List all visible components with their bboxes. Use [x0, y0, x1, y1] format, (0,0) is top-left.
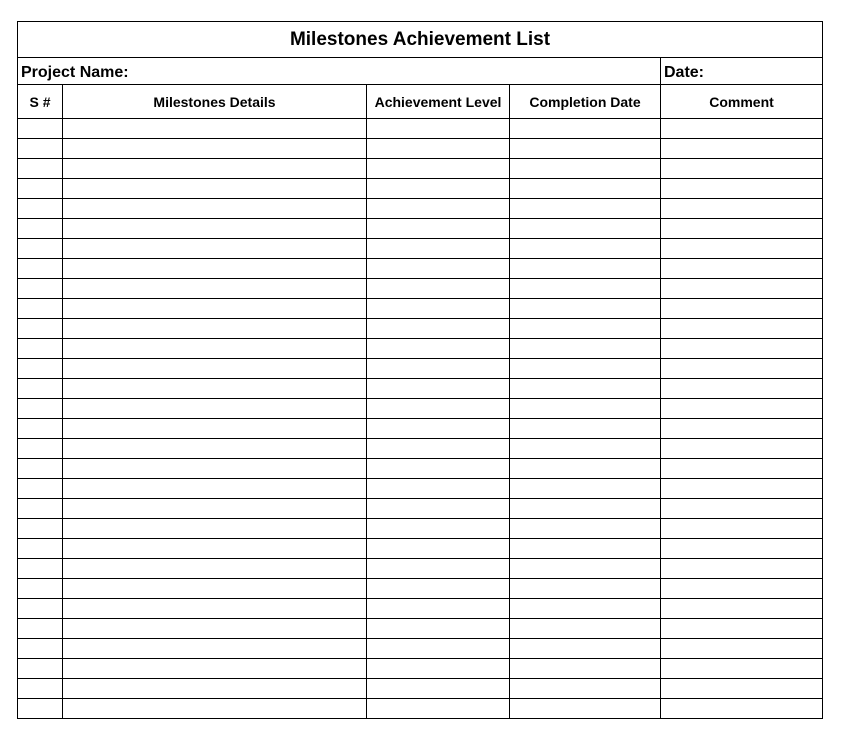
cell-completion[interactable] — [510, 539, 661, 559]
cell-completion[interactable] — [510, 119, 661, 139]
cell-details[interactable] — [63, 239, 367, 259]
column-header-completion-date: Completion Date — [510, 85, 661, 119]
cell-sno[interactable] — [18, 659, 63, 679]
cell-sno[interactable] — [18, 379, 63, 399]
cell-completion[interactable] — [510, 419, 661, 439]
cell-level[interactable] — [367, 619, 510, 639]
cell-comment[interactable] — [661, 459, 823, 479]
cell-details[interactable] — [63, 639, 367, 659]
cell-level[interactable] — [367, 119, 510, 139]
cell-details[interactable] — [63, 499, 367, 519]
cell-sno[interactable] — [18, 439, 63, 459]
table-row — [18, 119, 823, 139]
cell-comment[interactable] — [661, 139, 823, 159]
cell-comment[interactable] — [661, 319, 823, 339]
cell-comment[interactable] — [661, 279, 823, 299]
table-row — [18, 539, 823, 559]
cell-comment[interactable] — [661, 479, 823, 499]
table-row — [18, 479, 823, 499]
cell-level[interactable] — [367, 679, 510, 699]
cell-completion[interactable] — [510, 599, 661, 619]
cell-level[interactable] — [367, 339, 510, 359]
cell-level[interactable] — [367, 639, 510, 659]
table-row — [18, 199, 823, 219]
cell-details[interactable] — [63, 179, 367, 199]
cell-sno[interactable] — [18, 179, 63, 199]
cell-comment[interactable] — [661, 159, 823, 179]
cell-level[interactable] — [367, 519, 510, 539]
cell-completion[interactable] — [510, 259, 661, 279]
cell-level[interactable] — [367, 239, 510, 259]
table-row — [18, 399, 823, 419]
cell-completion[interactable] — [510, 239, 661, 259]
cell-level[interactable] — [367, 539, 510, 559]
cell-level[interactable] — [367, 699, 510, 719]
cell-details[interactable] — [63, 219, 367, 239]
cell-sno[interactable] — [18, 299, 63, 319]
column-header-comment: Comment — [661, 85, 823, 119]
cell-comment[interactable] — [661, 659, 823, 679]
cell-level[interactable] — [367, 379, 510, 399]
table-row — [18, 359, 823, 379]
table-row — [18, 279, 823, 299]
cell-completion[interactable] — [510, 139, 661, 159]
project-name-label: Project Name: — [21, 64, 129, 81]
cell-level[interactable] — [367, 359, 510, 379]
table-row — [18, 179, 823, 199]
table-row — [18, 319, 823, 339]
milestones-sheet — [17, 21, 823, 719]
cell-details[interactable] — [63, 159, 367, 179]
cell-comment[interactable] — [661, 219, 823, 239]
table-row — [18, 519, 823, 539]
cell-sno[interactable] — [18, 499, 63, 519]
cell-comment[interactable] — [661, 699, 823, 719]
cell-sno[interactable] — [18, 479, 63, 499]
cell-level[interactable] — [367, 219, 510, 239]
table-row — [18, 679, 823, 699]
cell-level[interactable] — [367, 459, 510, 479]
cell-comment[interactable] — [661, 119, 823, 139]
cell-completion[interactable] — [510, 699, 661, 719]
table-row — [18, 699, 823, 719]
cell-completion[interactable] — [510, 379, 661, 399]
cell-details[interactable] — [63, 479, 367, 499]
table-row — [18, 619, 823, 639]
cell-completion[interactable] — [510, 279, 661, 299]
cell-details[interactable] — [63, 259, 367, 279]
cell-sno[interactable] — [18, 619, 63, 639]
cell-details[interactable] — [63, 539, 367, 559]
cell-comment[interactable] — [661, 679, 823, 699]
cell-level[interactable] — [367, 279, 510, 299]
cell-details[interactable] — [63, 379, 367, 399]
cell-details[interactable] — [63, 619, 367, 639]
cell-details[interactable] — [63, 599, 367, 619]
cell-comment[interactable] — [661, 199, 823, 219]
cell-sno[interactable] — [18, 399, 63, 419]
cell-comment[interactable] — [661, 619, 823, 639]
table-row — [18, 419, 823, 439]
cell-sno[interactable] — [18, 339, 63, 359]
cell-comment[interactable] — [661, 339, 823, 359]
table-row — [18, 139, 823, 159]
cell-details[interactable] — [63, 459, 367, 479]
cell-completion[interactable] — [510, 559, 661, 579]
cell-comment[interactable] — [661, 179, 823, 199]
cell-level[interactable] — [367, 479, 510, 499]
cell-completion[interactable] — [510, 339, 661, 359]
table-row — [18, 299, 823, 319]
cell-details[interactable] — [63, 139, 367, 159]
cell-completion[interactable] — [510, 399, 661, 419]
cell-details[interactable] — [63, 359, 367, 379]
cell-completion[interactable] — [510, 359, 661, 379]
cell-completion[interactable] — [510, 659, 661, 679]
cell-sno[interactable] — [18, 359, 63, 379]
cell-comment[interactable] — [661, 579, 823, 599]
cell-completion[interactable] — [510, 479, 661, 499]
cell-level[interactable] — [367, 319, 510, 339]
cell-details[interactable] — [63, 579, 367, 599]
cell-sno[interactable] — [18, 579, 63, 599]
table-row — [18, 439, 823, 459]
table-row — [18, 219, 823, 239]
table-row — [18, 239, 823, 259]
cell-comment[interactable] — [661, 379, 823, 399]
cell-sno[interactable] — [18, 239, 63, 259]
table-row — [18, 159, 823, 179]
table-row — [18, 259, 823, 279]
cell-details[interactable] — [63, 279, 367, 299]
column-header-row — [18, 85, 823, 119]
table-row — [18, 639, 823, 659]
cell-level[interactable] — [367, 259, 510, 279]
cell-comment[interactable] — [661, 639, 823, 659]
cell-completion[interactable] — [510, 459, 661, 479]
cell-sno[interactable] — [18, 259, 63, 279]
cell-completion[interactable] — [510, 439, 661, 459]
cell-completion[interactable] — [510, 499, 661, 519]
cell-completion[interactable] — [510, 299, 661, 319]
cell-sno[interactable] — [18, 699, 63, 719]
cell-sno[interactable] — [18, 599, 63, 619]
cell-level[interactable] — [367, 199, 510, 219]
table-row — [18, 579, 823, 599]
cell-details[interactable] — [63, 339, 367, 359]
cell-sno[interactable] — [18, 419, 63, 439]
cell-comment[interactable] — [661, 259, 823, 279]
table-row — [18, 599, 823, 619]
cell-level[interactable] — [367, 299, 510, 319]
cell-sno[interactable] — [18, 119, 63, 139]
cell-details[interactable] — [63, 439, 367, 459]
cell-comment[interactable] — [661, 399, 823, 419]
table-row — [18, 339, 823, 359]
cell-details[interactable] — [63, 679, 367, 699]
cell-completion[interactable] — [510, 159, 661, 179]
cell-comment[interactable] — [661, 519, 823, 539]
cell-completion[interactable] — [510, 179, 661, 199]
cell-level[interactable] — [367, 179, 510, 199]
cell-details[interactable] — [63, 319, 367, 339]
cell-comment[interactable] — [661, 599, 823, 619]
cell-level[interactable] — [367, 159, 510, 179]
cell-level[interactable] — [367, 659, 510, 679]
cell-sno[interactable] — [18, 199, 63, 219]
cell-level[interactable] — [367, 399, 510, 419]
cell-details[interactable] — [63, 299, 367, 319]
table-row — [18, 459, 823, 479]
cell-completion[interactable] — [510, 199, 661, 219]
cell-level[interactable] — [367, 139, 510, 159]
table-row — [18, 559, 823, 579]
cell-details[interactable] — [63, 399, 367, 419]
cell-details[interactable] — [63, 659, 367, 679]
cell-comment[interactable] — [661, 419, 823, 439]
project-name-field[interactable] — [18, 58, 661, 85]
cell-sno[interactable] — [18, 459, 63, 479]
cell-comment[interactable] — [661, 439, 823, 459]
cell-comment[interactable] — [661, 299, 823, 319]
column-header-milestones-details: Milestones Details — [63, 85, 367, 119]
cell-completion[interactable] — [510, 519, 661, 539]
cell-sno[interactable] — [18, 539, 63, 559]
table-row — [18, 499, 823, 519]
cell-comment[interactable] — [661, 239, 823, 259]
cell-comment[interactable] — [661, 359, 823, 379]
cell-level[interactable] — [367, 599, 510, 619]
cell-completion[interactable] — [510, 219, 661, 239]
cell-sno[interactable] — [18, 279, 63, 299]
cell-sno[interactable] — [18, 139, 63, 159]
cell-sno[interactable] — [18, 559, 63, 579]
cell-level[interactable] — [367, 419, 510, 439]
cell-level[interactable] — [367, 559, 510, 579]
cell-sno[interactable] — [18, 519, 63, 539]
table-row — [18, 659, 823, 679]
cell-sno[interactable] — [18, 679, 63, 699]
cell-completion[interactable] — [510, 619, 661, 639]
cell-comment[interactable] — [661, 559, 823, 579]
cell-details[interactable] — [63, 519, 367, 539]
cell-details[interactable] — [63, 699, 367, 719]
column-header-sno: S # — [18, 85, 63, 119]
cell-sno[interactable] — [18, 159, 63, 179]
cell-comment[interactable] — [661, 539, 823, 559]
cell-details[interactable] — [63, 199, 367, 219]
cell-level[interactable] — [367, 499, 510, 519]
cell-details[interactable] — [63, 119, 367, 139]
cell-completion[interactable] — [510, 639, 661, 659]
cell-sno[interactable] — [18, 219, 63, 239]
cell-completion[interactable] — [510, 679, 661, 699]
cell-comment[interactable] — [661, 499, 823, 519]
date-field[interactable] — [661, 58, 823, 85]
cell-sno[interactable] — [18, 639, 63, 659]
cell-completion[interactable] — [510, 319, 661, 339]
table-row — [18, 379, 823, 399]
cell-sno[interactable] — [18, 319, 63, 339]
date-label: Date: — [664, 64, 705, 81]
cell-details[interactable] — [63, 419, 367, 439]
table-body — [18, 119, 823, 719]
cell-level[interactable] — [367, 439, 510, 459]
cell-completion[interactable] — [510, 579, 661, 599]
sheet-title: Milestones Achievement List — [18, 22, 823, 58]
column-header-achievement-level: Achievement Level — [367, 85, 510, 119]
cell-level[interactable] — [367, 579, 510, 599]
cell-details[interactable] — [63, 559, 367, 579]
